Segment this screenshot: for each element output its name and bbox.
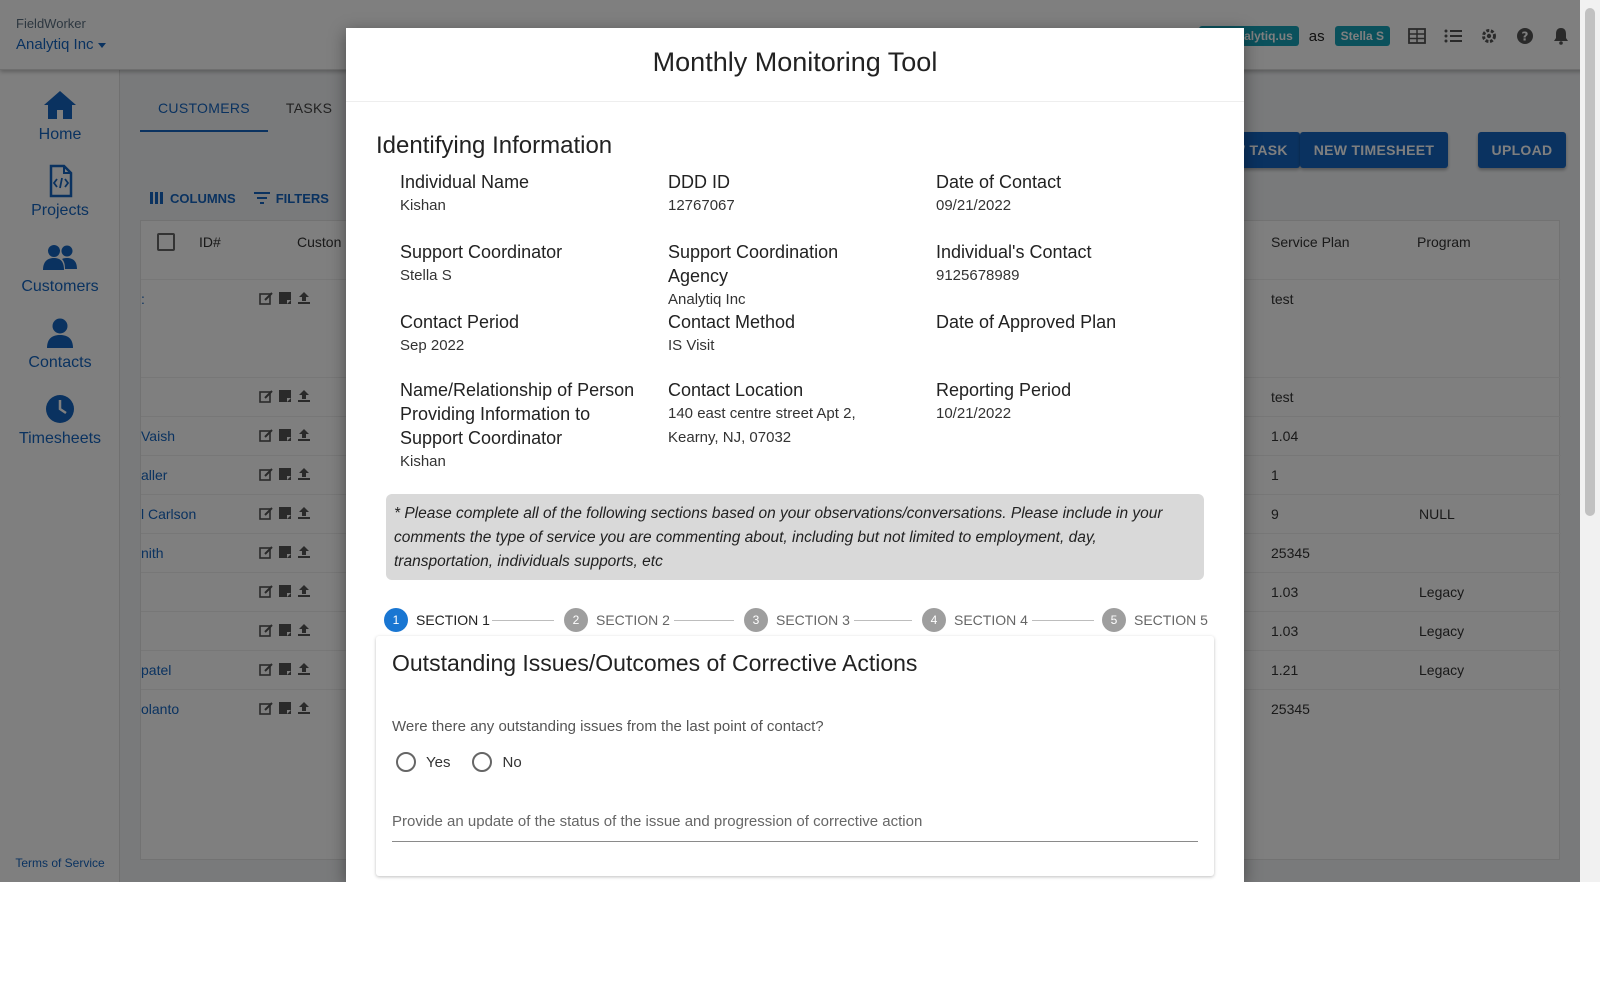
field-contact-period [400, 310, 650, 358]
field-label: Support Coordination Agency [668, 242, 839, 286]
step-section-1[interactable] [384, 608, 490, 632]
field-support-coordinator [400, 240, 650, 288]
field-value: Sep 2022 [400, 337, 465, 354]
field-label: Contact Period [400, 312, 520, 332]
page-vertical-scrollbar[interactable] [1580, 0, 1600, 882]
field-label: Contact Location [668, 380, 804, 400]
step-number: 4 [922, 608, 946, 632]
step-label: SECTION 1 [416, 612, 490, 628]
field-ddd-id [668, 170, 918, 218]
step-number: 2 [564, 608, 588, 632]
field-label: Individual's Contact [936, 242, 1092, 262]
field-label: Name/Relationship of Person Providing Information to Support Coordinator [400, 380, 635, 448]
field-contact-location [668, 378, 898, 450]
section-heading: Identifying Information [376, 132, 613, 159]
step-number: 1 [384, 608, 408, 632]
field-label: Reporting Period [936, 380, 1072, 400]
field-label: Support Coordinator [400, 242, 563, 262]
step-section-2[interactable] [564, 608, 670, 632]
radio-circle-icon [396, 752, 416, 772]
card-title: Outstanding Issues/Outcomes of Corrective Actions [392, 650, 918, 676]
step-connector [854, 620, 912, 621]
field-value: Kishan [400, 197, 446, 214]
step-label: SECTION 4 [954, 612, 1028, 628]
field-label: Date of Approved Plan [936, 312, 1117, 332]
field-support-coordination-agency [668, 240, 868, 312]
status-update-input[interactable]: Provide an update of the status of the issue and progression of corrective action [392, 810, 1198, 842]
section-stepper [384, 608, 1214, 638]
step-connector [1032, 620, 1094, 621]
step-label: SECTION 2 [596, 612, 670, 628]
monthly-monitoring-modal [346, 28, 1244, 882]
instructions-note: * Please complete all of the following sections based on your observations/conversations. Please include in your comments the type of service you are commenting about, including but not limited to employment, day, transportation, individuals supports, etc [386, 494, 1204, 580]
field-value: IS Visit [668, 337, 715, 354]
step-section-4[interactable] [922, 608, 1028, 632]
step-label: SECTION 3 [776, 612, 850, 628]
field-value: Stella S [400, 267, 452, 284]
modal-title: Monthly Monitoring Tool [346, 28, 1244, 102]
field-reporting-period [936, 378, 1186, 426]
field-value: 12767067 [668, 197, 735, 214]
section-1-card [376, 636, 1214, 876]
field-value: 140 east centre street Apt 2, Kearny, NJ, 07032 [668, 405, 856, 446]
radio-label: No [502, 753, 522, 771]
field-date-of-contact [936, 170, 1186, 218]
step-label: SECTION 5 [1134, 612, 1208, 628]
outstanding-issues-question: Were there any outstanding issues from the last point of contact? [392, 718, 824, 735]
field-value: Kishan [400, 453, 446, 470]
field-contact-method [668, 310, 918, 358]
yes-no-radio-group [396, 752, 522, 772]
field-individuals-contact [936, 240, 1186, 288]
step-section-3[interactable] [744, 608, 850, 632]
step-connector [674, 620, 734, 621]
step-number: 3 [744, 608, 768, 632]
field-label: DDD ID [668, 172, 730, 192]
field-name-relationship [400, 378, 650, 474]
field-value: 10/21/2022 [936, 405, 1012, 422]
radio-circle-icon [472, 752, 492, 772]
field-value: 09/21/2022 [936, 197, 1012, 214]
yes-radio[interactable] [396, 752, 450, 772]
field-date-of-approved-plan [936, 310, 1186, 334]
scrollbar-thumb[interactable] [1585, 8, 1595, 516]
field-label: Date of Contact [936, 172, 1062, 192]
field-value: 9125678989 [936, 267, 1020, 284]
no-radio[interactable] [472, 752, 521, 772]
field-value: Analytiq Inc [668, 291, 746, 308]
step-connector [492, 620, 554, 621]
radio-label: Yes [426, 753, 451, 771]
field-individual-name [400, 170, 650, 218]
step-number: 5 [1102, 608, 1126, 632]
step-section-5[interactable] [1102, 608, 1208, 632]
field-label: Individual Name [400, 172, 530, 192]
field-label: Contact Method [668, 312, 796, 332]
